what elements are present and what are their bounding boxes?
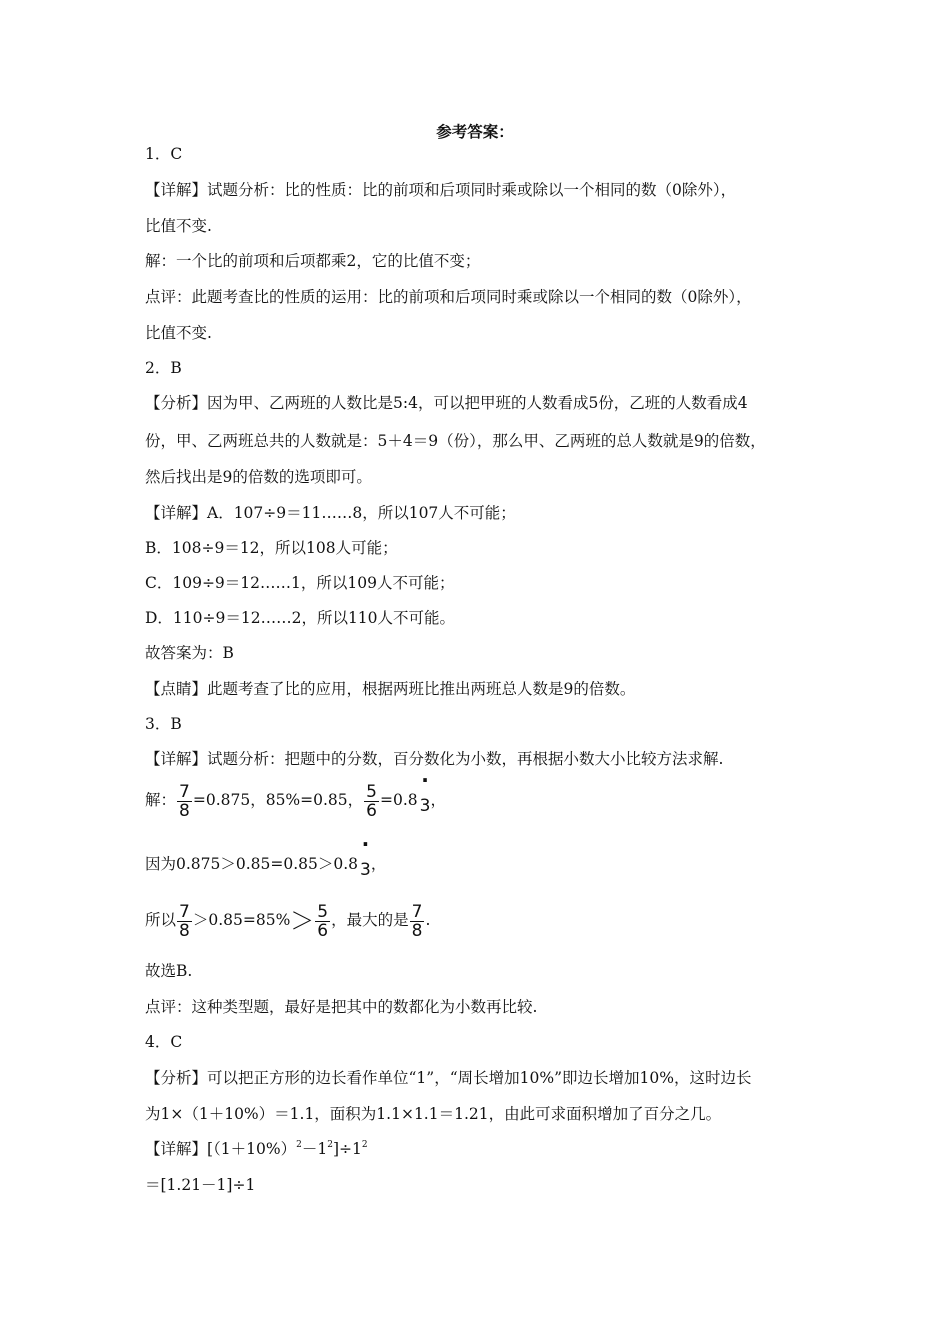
q2-analysis-line1: 【分析】因为甲、乙两班的人数比是5:4，可以把甲班的人数看成5份，乙班的人数看成4 xyxy=(145,394,748,412)
q3-because-prefix: 因为0.875＞0.85=0.85＞0.8 xyxy=(145,855,359,873)
q4-answer-head: 4．C xyxy=(145,1033,183,1051)
exponent: 2 xyxy=(327,1140,333,1150)
q3-detail: 【详解】试题分析：把题中的分数，百分数化为小数，再根据小数大小比较方法求解. xyxy=(145,750,724,768)
repeating-decimal-digit: · 3 xyxy=(360,832,371,880)
fraction-denominator: 6 xyxy=(317,920,329,941)
repeating-dot-icon: · xyxy=(421,768,429,792)
q3-so-prefix: 所以 xyxy=(145,911,177,929)
fraction-numerator: 5 xyxy=(366,781,377,802)
fraction-5-6 xyxy=(315,903,330,940)
q3-choose: 故选B. xyxy=(145,962,193,980)
q3-solution-line xyxy=(145,768,446,826)
repeating-dot-icon: · xyxy=(361,832,370,856)
fraction-7-8 xyxy=(177,903,192,940)
q1-detail-line1: 【详解】试题分析：比的性质：比的前项和后项同时乘或除以一个相同的数（0除外）， xyxy=(145,181,737,199)
fraction-numerator: 5 xyxy=(317,901,329,922)
q4-analysis-line1: 【分析】可以把正方形的边长看作单位“1”，“周长增加10%”即边长增加10%，这时边长 xyxy=(145,1069,752,1087)
q2-answer-head: 2．B xyxy=(145,359,182,377)
fraction-denominator: 8 xyxy=(179,920,190,941)
q4-step2: ＝[1.21－1]÷1 xyxy=(145,1176,256,1194)
q2-answer: 故答案为：B xyxy=(145,644,234,662)
q3-because-line xyxy=(145,832,387,890)
fraction-numerator: 7 xyxy=(179,781,190,802)
greater-than-sign: ＞ xyxy=(290,907,315,935)
fraction-denominator: 8 xyxy=(411,920,423,941)
q1-comment-line1: 点评：此题考查比的性质的运用：比的前项和后项同时乘或除以一个相同的数（0除外）， xyxy=(145,288,752,306)
fraction-7-8 xyxy=(177,783,192,820)
q2-analysis-line2: 份，甲、乙两班总共的人数就是：5＋4＝9（份），那么甲、乙两班的总人数就是9的倍数， xyxy=(145,432,766,450)
q2-detail-c: C．109÷9＝12……1，所以109人不可能； xyxy=(145,574,455,592)
fraction-denominator: 6 xyxy=(366,800,377,821)
q4-analysis-line2: 为1×（1＋10%）＝1.1，面积为1.1×1.1＝1.21，由此可求面积增加了百分之几。 xyxy=(145,1105,722,1123)
page-title: 参考答案： xyxy=(436,122,514,141)
q4-detail-a: 【详解】[（1＋10%） xyxy=(145,1140,297,1158)
q3-solution-prefix: 解： xyxy=(145,791,177,809)
q4-detail-line xyxy=(145,1139,368,1159)
q2-remark: 【点睛】此题考查了比的应用，根据两班比推出两班总人数是9的倍数。 xyxy=(145,680,636,698)
fraction-7-8 xyxy=(410,903,425,940)
fraction-denominator: 8 xyxy=(179,800,190,821)
fraction-numerator: 7 xyxy=(179,901,190,922)
q3-so-mid: ＞0.85=85% xyxy=(192,911,291,929)
fraction-5-6 xyxy=(364,783,379,820)
q3-solution-part3: ， xyxy=(430,791,446,809)
q1-solution: 解：一个比的前项和后项都乘2，它的比值不变； xyxy=(145,252,481,270)
q4-detail-c: ]÷1 xyxy=(332,1140,362,1158)
q1-detail-line2: 比值不变. xyxy=(145,217,212,235)
q4-detail-b: －1 xyxy=(301,1140,328,1158)
q2-detail-d: D．110÷9＝12……2，所以110人不可能。 xyxy=(145,609,456,627)
repeating-decimal-digit: · 3 xyxy=(419,768,431,816)
q3-because-suffix: ， xyxy=(370,855,387,873)
q2-detail-b: B．108÷9＝12，所以108人可能； xyxy=(145,539,398,557)
q3-solution-part1: =0.875，85%=0.85， xyxy=(192,791,364,809)
q1-answer-head: 1．C xyxy=(145,145,183,163)
exponent: 2 xyxy=(361,1140,368,1150)
q2-analysis-line3: 然后找出是9的倍数的选项即可。 xyxy=(145,468,372,486)
q3-solution-part2: =0.8 xyxy=(379,791,418,809)
q3-answer-head: 3．B xyxy=(145,715,182,733)
q3-so-end: . xyxy=(425,911,431,929)
q3-comment: 点评：这种类型题，最好是把其中的数都化为小数再比较. xyxy=(145,998,538,1016)
q3-so-largest: ，最大的是 xyxy=(331,911,409,929)
q1-comment-line2: 比值不变. xyxy=(145,324,212,342)
q2-detail-a: 【详解】A．107÷9＝11……8，所以107人不可能； xyxy=(145,504,516,522)
fraction-numerator: 7 xyxy=(411,901,423,922)
q3-so-line xyxy=(145,900,430,941)
exponent: 2 xyxy=(296,1140,302,1150)
